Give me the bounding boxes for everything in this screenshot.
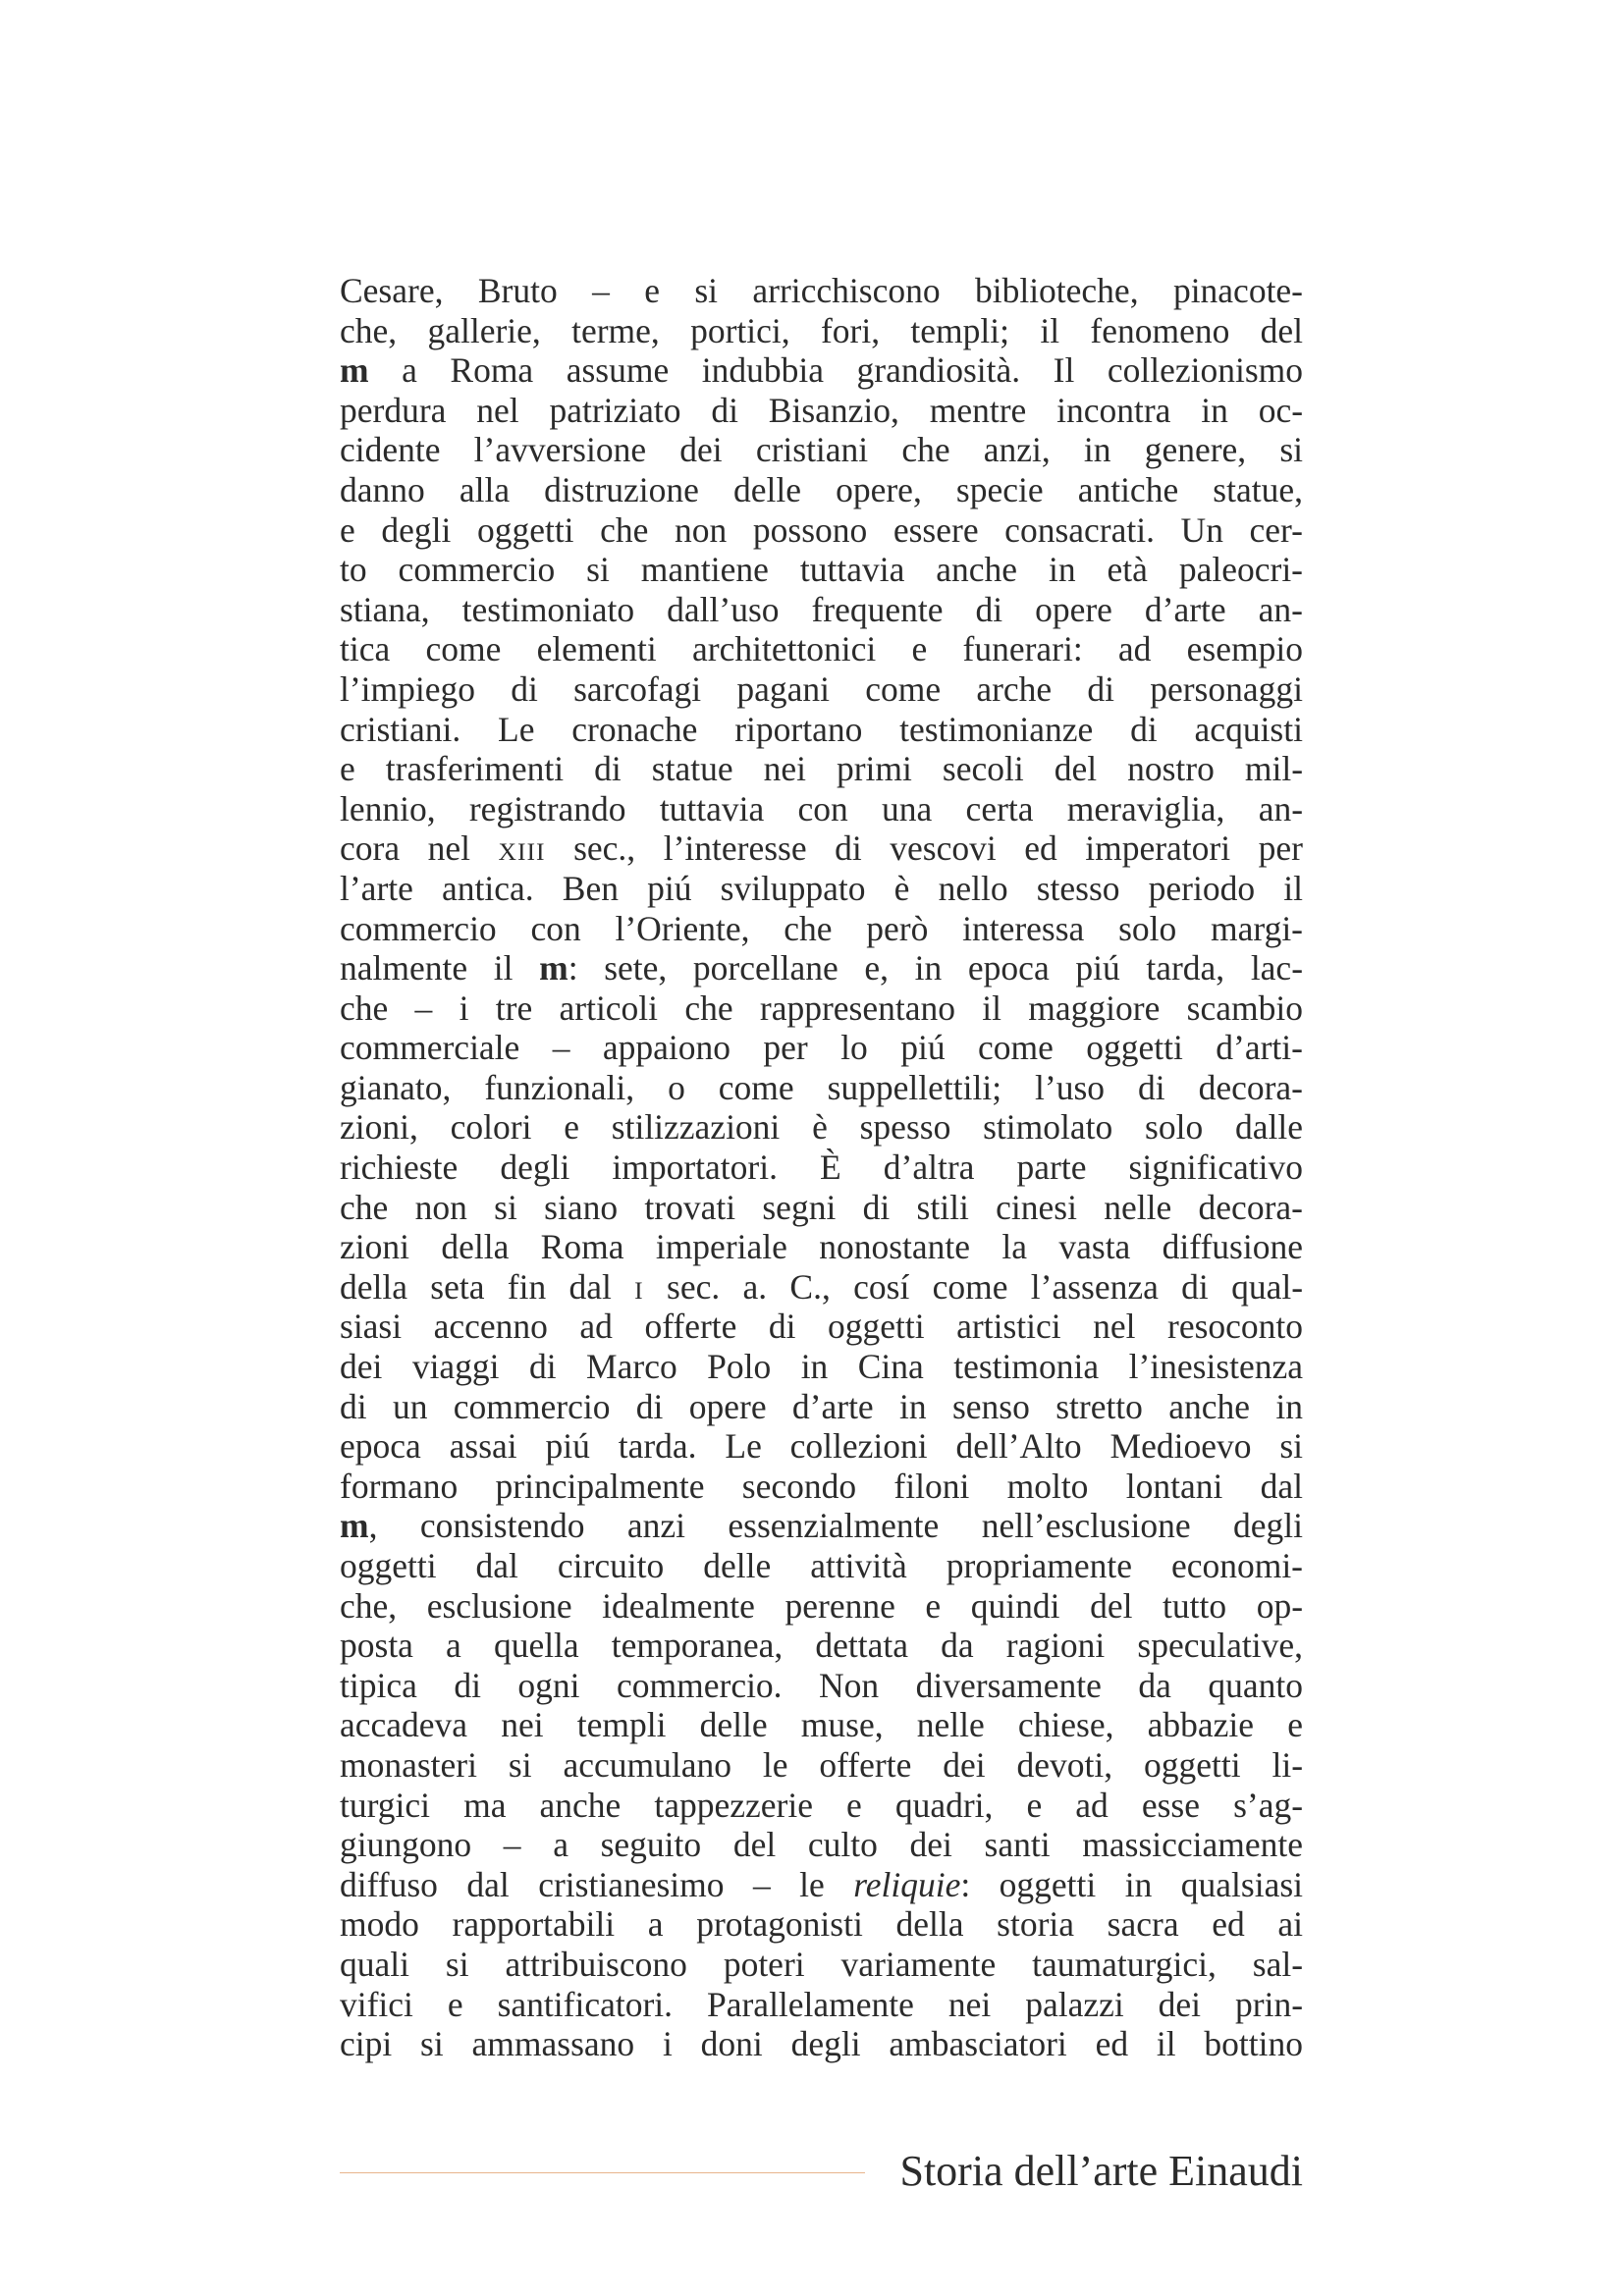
- text-line: [340, 1467, 1303, 1507]
- text-run: epoca assai piú tarda. Le collezioni dell’Alto Medioevo si: [340, 1426, 1304, 1467]
- text-run: Cesare, Bruto – e si arricchiscono biblioteche, pinacote-: [340, 271, 1304, 310]
- text-line: [340, 1148, 1303, 1188]
- text-line: [340, 1985, 1303, 2025]
- text-line: [340, 311, 1303, 351]
- text-run: perdura nel patriziato di Bisanzio, mentre incontra in oc-: [340, 390, 1304, 430]
- text-run: to commercio si mantiene tuttavia anche in età paleocri-: [340, 550, 1304, 590]
- text-run: monasteri si accumulano le offerte dei devoti, oggetti li-: [340, 1744, 1304, 1785]
- text-line: [340, 1188, 1303, 1228]
- text-line: [340, 749, 1303, 789]
- text-line: [340, 590, 1303, 630]
- text-run: tica come elementi architettonici e funerari: ad esempio: [340, 629, 1303, 669]
- text-run: lennio, registrando tuttavia con una certa meraviglia, an-: [340, 788, 1304, 828]
- text-run: richieste degli importatori. È d’altra parte significativo: [340, 1148, 1303, 1188]
- text-run: dei viaggi di Marco Polo in Cina testimonia l’inesistenza: [340, 1347, 1304, 1387]
- text-run: che non si siano trovati segni di stili cinesi nelle decora-: [340, 1187, 1303, 1227]
- text-run: , consistendo anzi essenzialmente nell’esclusione degli: [368, 1506, 1304, 1546]
- text-line: [340, 1546, 1303, 1586]
- text-line: [340, 510, 1303, 551]
- text-run: sec., l’interesse di vescovi ed imperatori per: [545, 828, 1303, 869]
- text-line: [340, 1227, 1303, 1267]
- text-line: [340, 1586, 1303, 1627]
- text-run: posta a quella temporanea, dettata da ragioni speculative,: [340, 1626, 1303, 1666]
- text-line: [340, 550, 1303, 590]
- text-line: [340, 1666, 1303, 1706]
- text-run: siasi accenno ad offerte di oggetti artistici nel resoconto: [340, 1307, 1304, 1347]
- bold-term: m: [340, 1506, 369, 1546]
- text-run: che – i tre articoli che rappresentano il maggiore scambio: [340, 988, 1303, 1028]
- text-line: [340, 1426, 1303, 1467]
- footer-rule: [340, 2172, 865, 2173]
- text-run: e trasferimenti di statue nei primi secoli del nostro mil-: [340, 749, 1304, 789]
- text-line: [340, 1267, 1303, 1308]
- text-line: [340, 909, 1303, 949]
- text-run: che, esclusione idealmente perenne e quindi del tutto op-: [340, 1585, 1304, 1626]
- text-line: [340, 1387, 1303, 1427]
- text-line: [340, 1945, 1303, 1985]
- roman-numeral: XIII: [498, 837, 546, 867]
- text-line: [340, 1307, 1303, 1347]
- text-run: oggetti dal circuito delle attività propriamente economi-: [340, 1546, 1304, 1585]
- text-line: [340, 988, 1303, 1029]
- text-line: [340, 828, 1303, 869]
- text-line: [340, 430, 1303, 470]
- bold-term: m: [539, 948, 568, 988]
- text-run: zioni della Roma imperiale nonostante la vasta diffusione: [340, 1227, 1303, 1267]
- text-line: [340, 1825, 1303, 1865]
- text-line: [340, 789, 1303, 829]
- text-line: [340, 1705, 1303, 1745]
- text-line: [340, 1626, 1303, 1666]
- text-run: della seta fin dal: [340, 1266, 635, 1307]
- text-line: [340, 1506, 1303, 1546]
- text-run: di un commercio di opere d’arte in senso stretto anche in: [340, 1386, 1303, 1426]
- text-run: commerciale – appaiono per lo piú come oggetti d’arti-: [340, 1028, 1303, 1068]
- text-line: [340, 1028, 1303, 1068]
- text-run: zioni, colori e stilizzazioni è spesso stimolato solo dalle: [340, 1107, 1303, 1148]
- text-line: [340, 669, 1303, 710]
- text-line: [340, 1786, 1303, 1826]
- roman-numeral: I: [634, 1275, 644, 1305]
- text-run: cipi si ammassano i doni degli ambasciatori ed il bottino: [340, 2024, 1304, 2064]
- text-run: tipica di ogni commercio. Non diversamente da quanto: [340, 1665, 1303, 1705]
- text-run: cora nel: [340, 828, 499, 869]
- text-run: cristiani. Le cronache riportano testimonianze di acquisti: [340, 709, 1303, 749]
- text-line: [340, 1745, 1303, 1786]
- text-run: danno alla distruzione delle opere, specie antiche statue,: [340, 469, 1303, 509]
- text-run: accadeva nei templi delle muse, nelle chiese, abbazie e: [340, 1705, 1303, 1745]
- italic-term: reliquie: [853, 1864, 961, 1904]
- text-line: [340, 629, 1303, 669]
- bold-term: m: [340, 350, 369, 391]
- text-line: [340, 948, 1303, 988]
- text-line: [340, 1107, 1303, 1148]
- text-run: vifici e santificatori. Parallelamente nei palazzi dei prin-: [340, 1984, 1304, 2024]
- text-line: [340, 1904, 1303, 1945]
- text-run: : sete, porcellane e, in epoca piú tarda, lac-: [568, 948, 1304, 988]
- text-line: [340, 271, 1303, 311]
- text-run: giungono – a seguito del culto dei santi massicciamente: [340, 1825, 1303, 1865]
- text-line: [340, 2024, 1303, 2064]
- footer-title: Storia dell’arte Einaudi: [899, 2147, 1303, 2195]
- text-run: gianato, funzionali, o come suppellettili; l’uso di decora-: [340, 1067, 1303, 1107]
- text-run: modo rapportabili a protagonisti della storia sacra ed ai: [340, 1904, 1304, 1945]
- text-line: [340, 391, 1303, 431]
- text-run: e degli oggetti che non possono essere consacrati. Un cer-: [340, 509, 1303, 550]
- text-run: formano principalmente secondo filoni molto lontani dal: [340, 1466, 1303, 1506]
- text-line: [340, 1865, 1303, 1905]
- text-run: l’impiego di sarcofagi pagani come arche di personaggi: [340, 668, 1303, 709]
- text-run: : oggetti in qualsiasi: [960, 1864, 1304, 1904]
- text-line: [340, 1068, 1303, 1108]
- text-line: [340, 710, 1303, 750]
- text-run: cidente l’avversione dei cristiani che anzi, in genere, si: [340, 430, 1304, 470]
- text-run: commercio con l’Oriente, che però interessa solo margi-: [340, 908, 1304, 948]
- text-run: sec. a. C., cosí come l’assenza di qual-: [643, 1266, 1304, 1307]
- text-run: stiana, testimoniato dall’uso frequente di opere d’arte an-: [340, 589, 1303, 629]
- body-text: [340, 271, 1303, 2064]
- text-run: che, gallerie, terme, portici, fori, templi; il fenomeno del: [340, 310, 1304, 350]
- text-line: [340, 350, 1303, 391]
- text-line: [340, 470, 1303, 510]
- text-run: turgici ma anche tappezzerie e quadri, e ad esse s’ag-: [340, 1785, 1304, 1825]
- text-run: nalmente il: [340, 948, 540, 988]
- text-run: a Roma assume indubbia grandiosità. Il collezionismo: [368, 350, 1303, 391]
- text-line: [340, 1347, 1303, 1387]
- text-run: quali si attribuiscono poteri variamente taumaturgici, sal-: [340, 1944, 1304, 1984]
- text-run: diffuso dal cristianesimo – le: [340, 1864, 854, 1904]
- text-line: [340, 869, 1303, 909]
- text-run: l’arte antica. Ben piú sviluppato è nello stesso periodo il: [340, 868, 1303, 908]
